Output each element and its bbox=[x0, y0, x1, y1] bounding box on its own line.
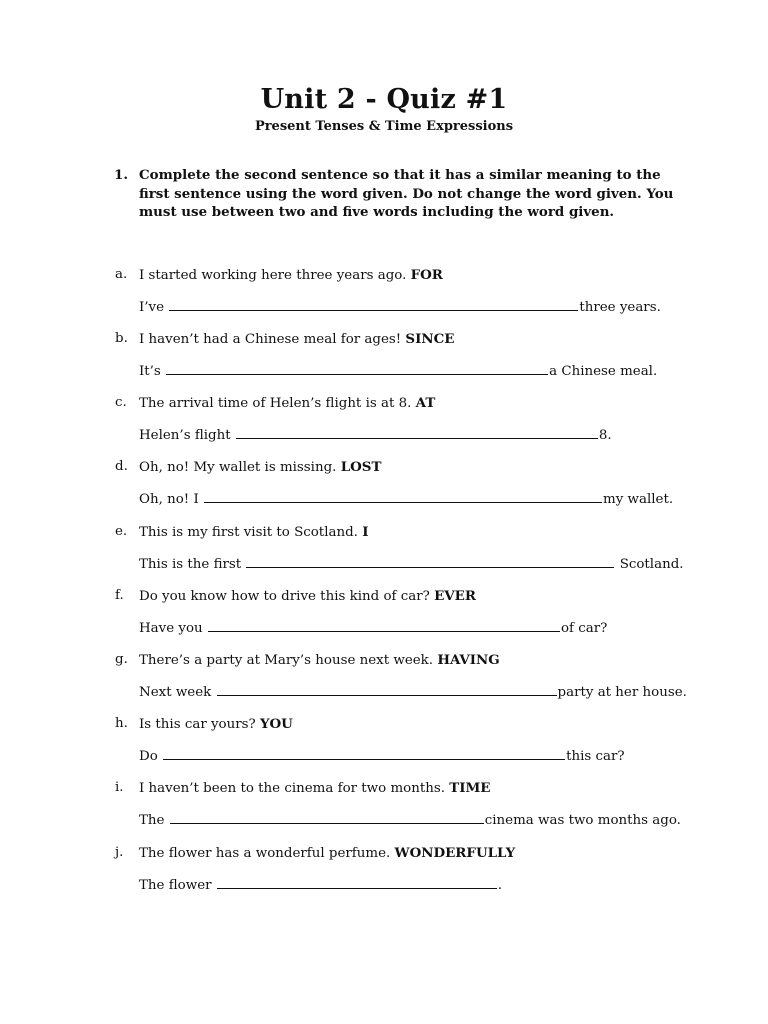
keyword: AT bbox=[415, 395, 436, 411]
answer-prefix: Do bbox=[139, 749, 158, 764]
answer-blank[interactable] bbox=[166, 362, 548, 375]
keyword: EVER bbox=[434, 588, 476, 604]
answer-blank[interactable] bbox=[217, 876, 497, 889]
answer-prefix: Have you bbox=[139, 621, 203, 636]
answer-suffix: cinema was two months ago. bbox=[484, 813, 681, 828]
answer-prefix: The flower bbox=[139, 878, 212, 893]
answer-line bbox=[139, 683, 687, 702]
answer-prefix: The bbox=[139, 813, 165, 828]
answer-blank[interactable] bbox=[236, 426, 598, 439]
answer-suffix: my wallet. bbox=[603, 492, 674, 507]
item-letter: d. bbox=[115, 459, 128, 474]
item-letter: b. bbox=[115, 331, 128, 346]
keyword: SINCE bbox=[405, 331, 455, 347]
page-subtitle: Present Tenses & Time Expressions bbox=[254, 119, 514, 134]
answer-blank[interactable] bbox=[204, 490, 602, 503]
answer-suffix: three years. bbox=[579, 300, 661, 315]
item-letter: c. bbox=[115, 395, 127, 410]
item-letter: j. bbox=[115, 845, 124, 860]
question-text bbox=[139, 651, 500, 670]
answer-line bbox=[139, 619, 607, 638]
keyword: FOR bbox=[410, 267, 443, 283]
instruction-number: 1. bbox=[114, 167, 128, 183]
question-sentence: The arrival time of Helen’s flight is at 8. bbox=[139, 396, 412, 411]
answer-line bbox=[139, 555, 684, 574]
page-title: Unit 2 - Quiz #1 bbox=[260, 84, 508, 115]
question-sentence: I haven’t been to the cinema for two months. bbox=[139, 781, 445, 796]
keyword: HAVING bbox=[437, 652, 500, 668]
answer-suffix: party at her house. bbox=[557, 685, 687, 700]
answer-line bbox=[139, 811, 681, 830]
answer-blank[interactable] bbox=[169, 298, 578, 311]
question-text bbox=[139, 523, 368, 542]
instruction-text: Complete the second sentence so that it has a similar meaning to the first sentence using the word given. Do not change the word given. You must use between two and five words including the word given. bbox=[139, 167, 674, 220]
question-text bbox=[139, 266, 443, 285]
question-text bbox=[139, 587, 476, 606]
item-letter: h. bbox=[115, 716, 128, 731]
keyword: LOST bbox=[340, 459, 382, 475]
question-sentence: I started working here three years ago. bbox=[139, 268, 407, 283]
answer-line bbox=[139, 876, 502, 895]
keyword: TIME bbox=[449, 780, 491, 796]
question-sentence: Oh, no! My wallet is missing. bbox=[139, 460, 337, 475]
answer-blank[interactable] bbox=[170, 811, 484, 824]
answer-blank[interactable] bbox=[217, 683, 557, 696]
item-letter: f. bbox=[115, 588, 124, 603]
question-sentence: Do you know how to drive this kind of car? bbox=[139, 589, 430, 604]
question-sentence: I haven’t had a Chinese meal for ages! bbox=[139, 332, 402, 347]
answer-blank[interactable] bbox=[163, 747, 565, 760]
question-text bbox=[139, 779, 491, 798]
question-text bbox=[139, 458, 381, 477]
keyword: I bbox=[362, 524, 369, 540]
item-letter: g. bbox=[115, 652, 128, 667]
answer-suffix: a Chinese meal. bbox=[549, 364, 658, 379]
answer-suffix: Scotland. bbox=[619, 557, 684, 572]
answer-prefix: It’s bbox=[139, 364, 161, 379]
answer-suffix: this car? bbox=[566, 749, 625, 764]
answer-prefix: Oh, no! I bbox=[139, 492, 199, 507]
question-text bbox=[139, 330, 454, 349]
answer-line bbox=[139, 362, 657, 381]
item-letter: e. bbox=[115, 524, 128, 539]
answer-blank[interactable] bbox=[246, 555, 614, 568]
question-text bbox=[139, 394, 435, 413]
answer-line bbox=[139, 490, 673, 509]
answer-line bbox=[139, 426, 612, 445]
item-letter: a. bbox=[115, 267, 128, 282]
question-sentence: The flower has a wonderful perfume. bbox=[139, 846, 391, 861]
answer-blank[interactable] bbox=[208, 619, 560, 632]
keyword: WONDERFULLY bbox=[394, 845, 516, 861]
answer-suffix: of car? bbox=[560, 621, 608, 636]
answer-suffix: 8. bbox=[598, 428, 612, 443]
question-text bbox=[139, 715, 293, 734]
answer-prefix: I’ve bbox=[139, 300, 165, 315]
question-sentence: There’s a party at Mary’s house next week. bbox=[139, 653, 434, 668]
question-sentence: This is my first visit to Scotland. bbox=[139, 525, 358, 540]
answer-prefix: This is the first bbox=[139, 557, 242, 572]
answer-line bbox=[139, 298, 661, 317]
answer-prefix: Next week bbox=[139, 685, 212, 700]
question-sentence: Is this car yours? bbox=[139, 717, 256, 732]
keyword: YOU bbox=[259, 716, 293, 732]
question-text bbox=[139, 844, 515, 863]
item-letter: i. bbox=[115, 780, 124, 795]
answer-suffix: . bbox=[497, 878, 503, 893]
answer-prefix: Helen’s flight bbox=[139, 428, 231, 443]
instruction-block bbox=[114, 166, 684, 222]
answer-line bbox=[139, 747, 625, 766]
